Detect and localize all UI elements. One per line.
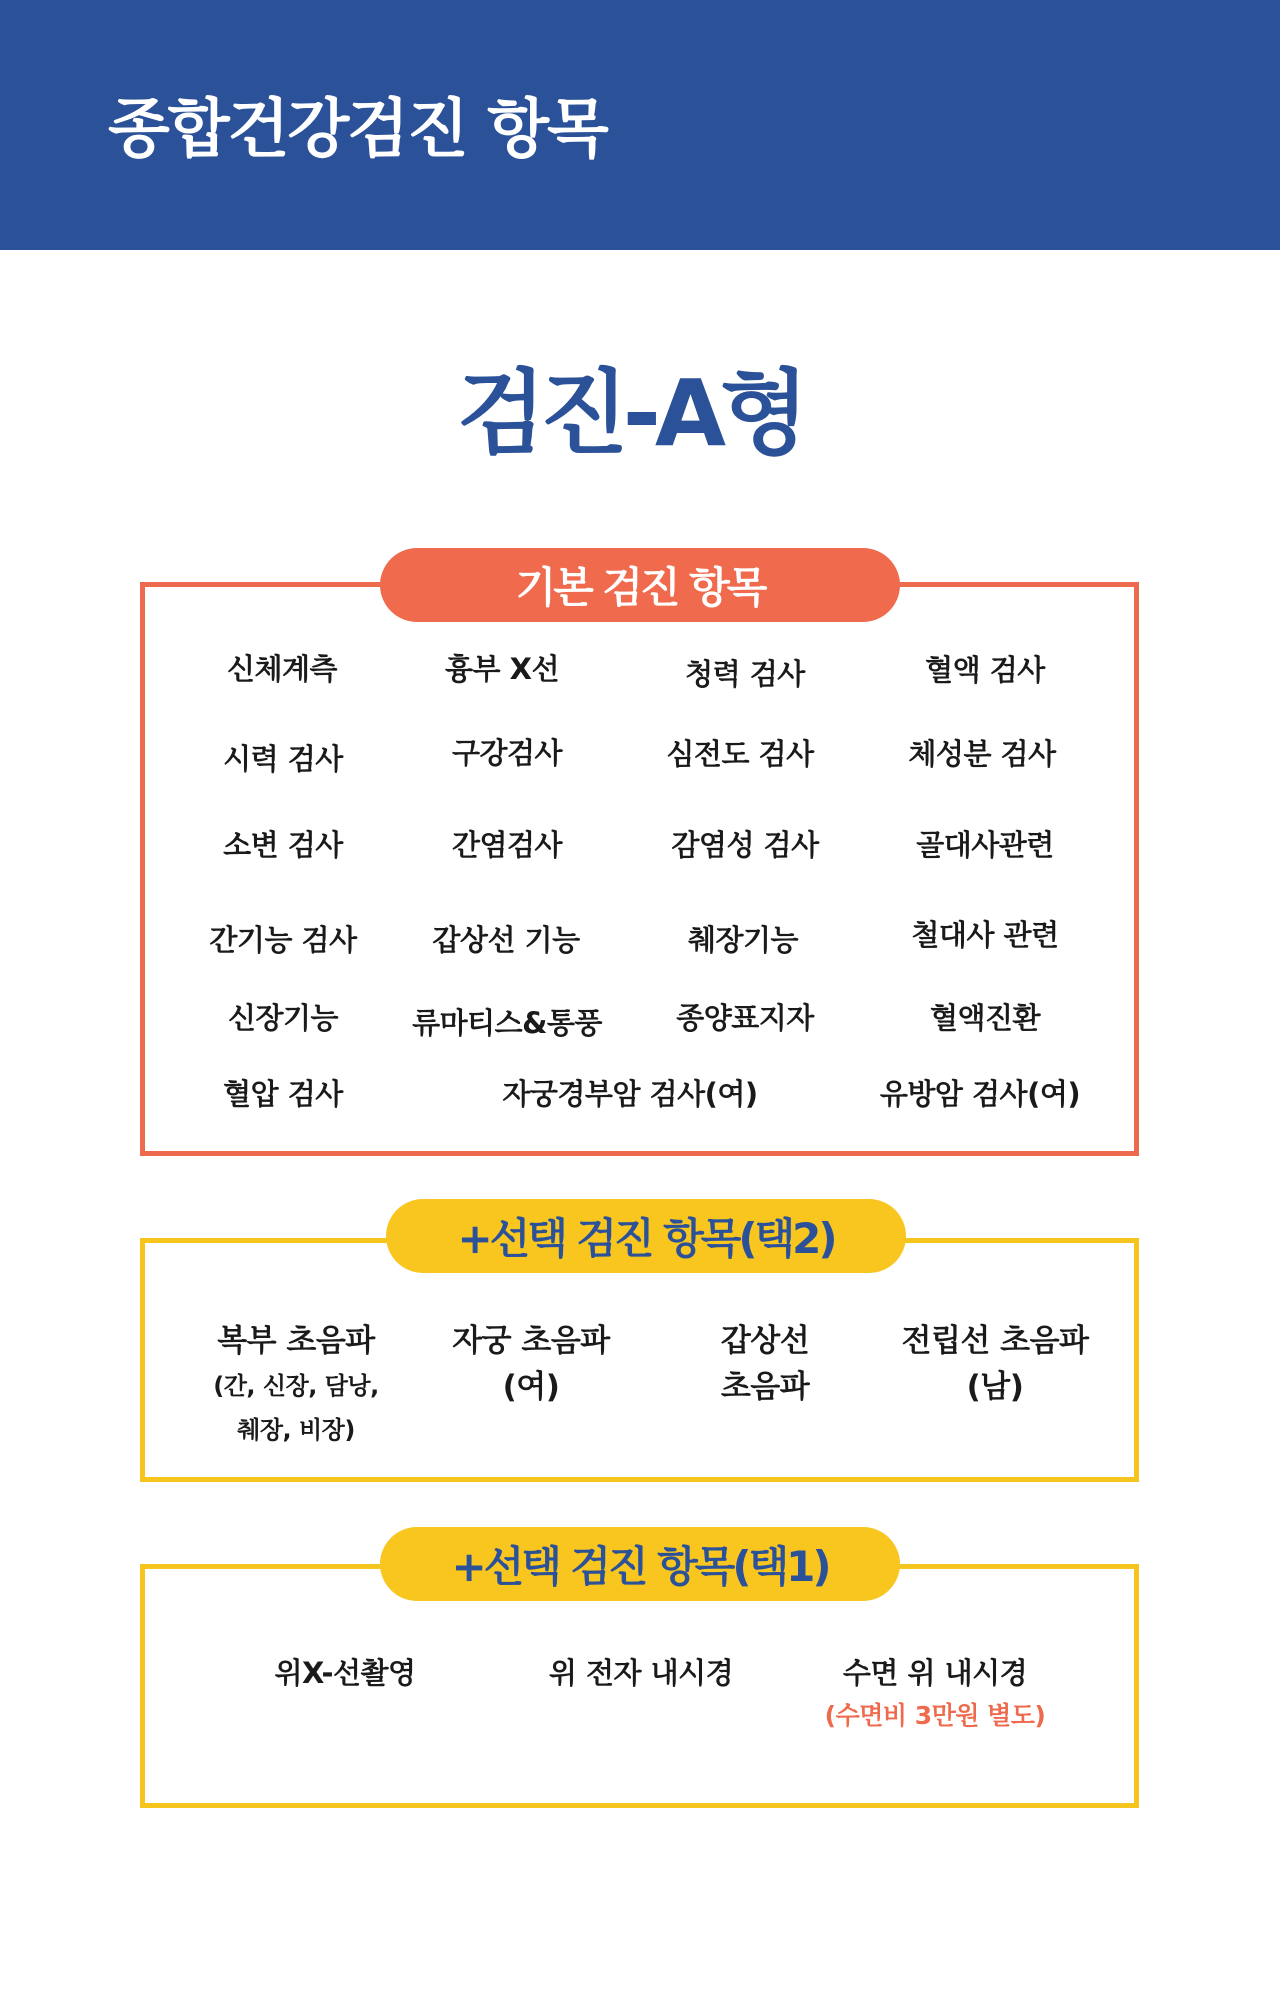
optional2-item-thyroid xyxy=(721,1318,809,1410)
item-title: 자궁 초음파 xyxy=(452,1323,610,1359)
header-bar xyxy=(0,0,1280,250)
basic-item: 췌장기능 xyxy=(687,923,799,957)
basic-item: 자궁경부암 검사(여) xyxy=(502,1077,758,1111)
optional2-item-uterus xyxy=(452,1318,610,1410)
optional2-item-abdominal xyxy=(213,1318,378,1452)
item-title: 갑상선 xyxy=(720,1323,810,1359)
basic-item: 혈압 검사 xyxy=(223,1077,343,1111)
item-detail: 초음파 xyxy=(720,1369,810,1405)
item-title: 복부 초음파 xyxy=(217,1323,375,1359)
basic-item: 체성분 검사 xyxy=(908,737,1056,771)
item-detail: 췌장, 비장) xyxy=(237,1416,355,1444)
basic-item: 청력 검사 xyxy=(685,657,805,691)
optional1-item-sedation-endoscopy xyxy=(825,1651,1046,1732)
basic-item: 혈액진환 xyxy=(929,1001,1041,1035)
basic-item: 골대사관련 xyxy=(916,828,1054,862)
optional2-item-prostate xyxy=(902,1318,1089,1410)
item-title: 수면 위 내시경 xyxy=(842,1656,1028,1690)
basic-item: 신장기능 xyxy=(227,1001,339,1035)
optional-exam-2-label: +선택 검진 항목(택2) xyxy=(386,1199,906,1273)
basic-item: 소변 검사 xyxy=(223,828,343,862)
basic-item: 간기능 검사 xyxy=(209,923,357,957)
page-title: 종합건강검진 항목 xyxy=(108,93,607,167)
basic-item: 종양표지자 xyxy=(676,1001,814,1035)
basic-item: 류마티스&통풍 xyxy=(412,1006,602,1040)
basic-item: 심전도 검사 xyxy=(666,737,814,771)
item-detail: (남) xyxy=(966,1369,1024,1405)
basic-item: 갑상선 기능 xyxy=(432,923,580,957)
sedation-fee-note: (수면비 3만원 별도) xyxy=(824,1701,1046,1730)
optional1-item-upper-gi xyxy=(274,1651,415,1692)
basic-item: 유방암 검사(여) xyxy=(879,1077,1081,1111)
basic-item: 시력 검사 xyxy=(223,742,343,776)
package-title: 검진-A형 xyxy=(456,360,803,467)
basic-item: 혈액 검사 xyxy=(925,653,1045,687)
item-title: 위X-선촬영 xyxy=(274,1656,416,1690)
item-title: 위 전자 내시경 xyxy=(548,1656,734,1690)
basic-item: 간염검사 xyxy=(451,828,563,862)
basic-item: 철대사 관련 xyxy=(911,918,1059,952)
basic-item: 감염성 검사 xyxy=(671,828,819,862)
basic-item: 구강검사 xyxy=(451,736,563,770)
item-detail: (간, 신장, 담낭, xyxy=(213,1372,379,1400)
item-detail: (여) xyxy=(502,1369,560,1405)
item-title: 전립선 초음파 xyxy=(901,1323,1089,1359)
basic-item: 흉부 X선 xyxy=(445,652,559,686)
optional1-item-endoscopy xyxy=(549,1651,733,1692)
basic-item: 신체계측 xyxy=(226,652,338,686)
optional-exam-1-label: +선택 검진 항목(택1) xyxy=(380,1527,900,1601)
basic-exam-label: 기본 검진 항목 xyxy=(380,548,900,622)
